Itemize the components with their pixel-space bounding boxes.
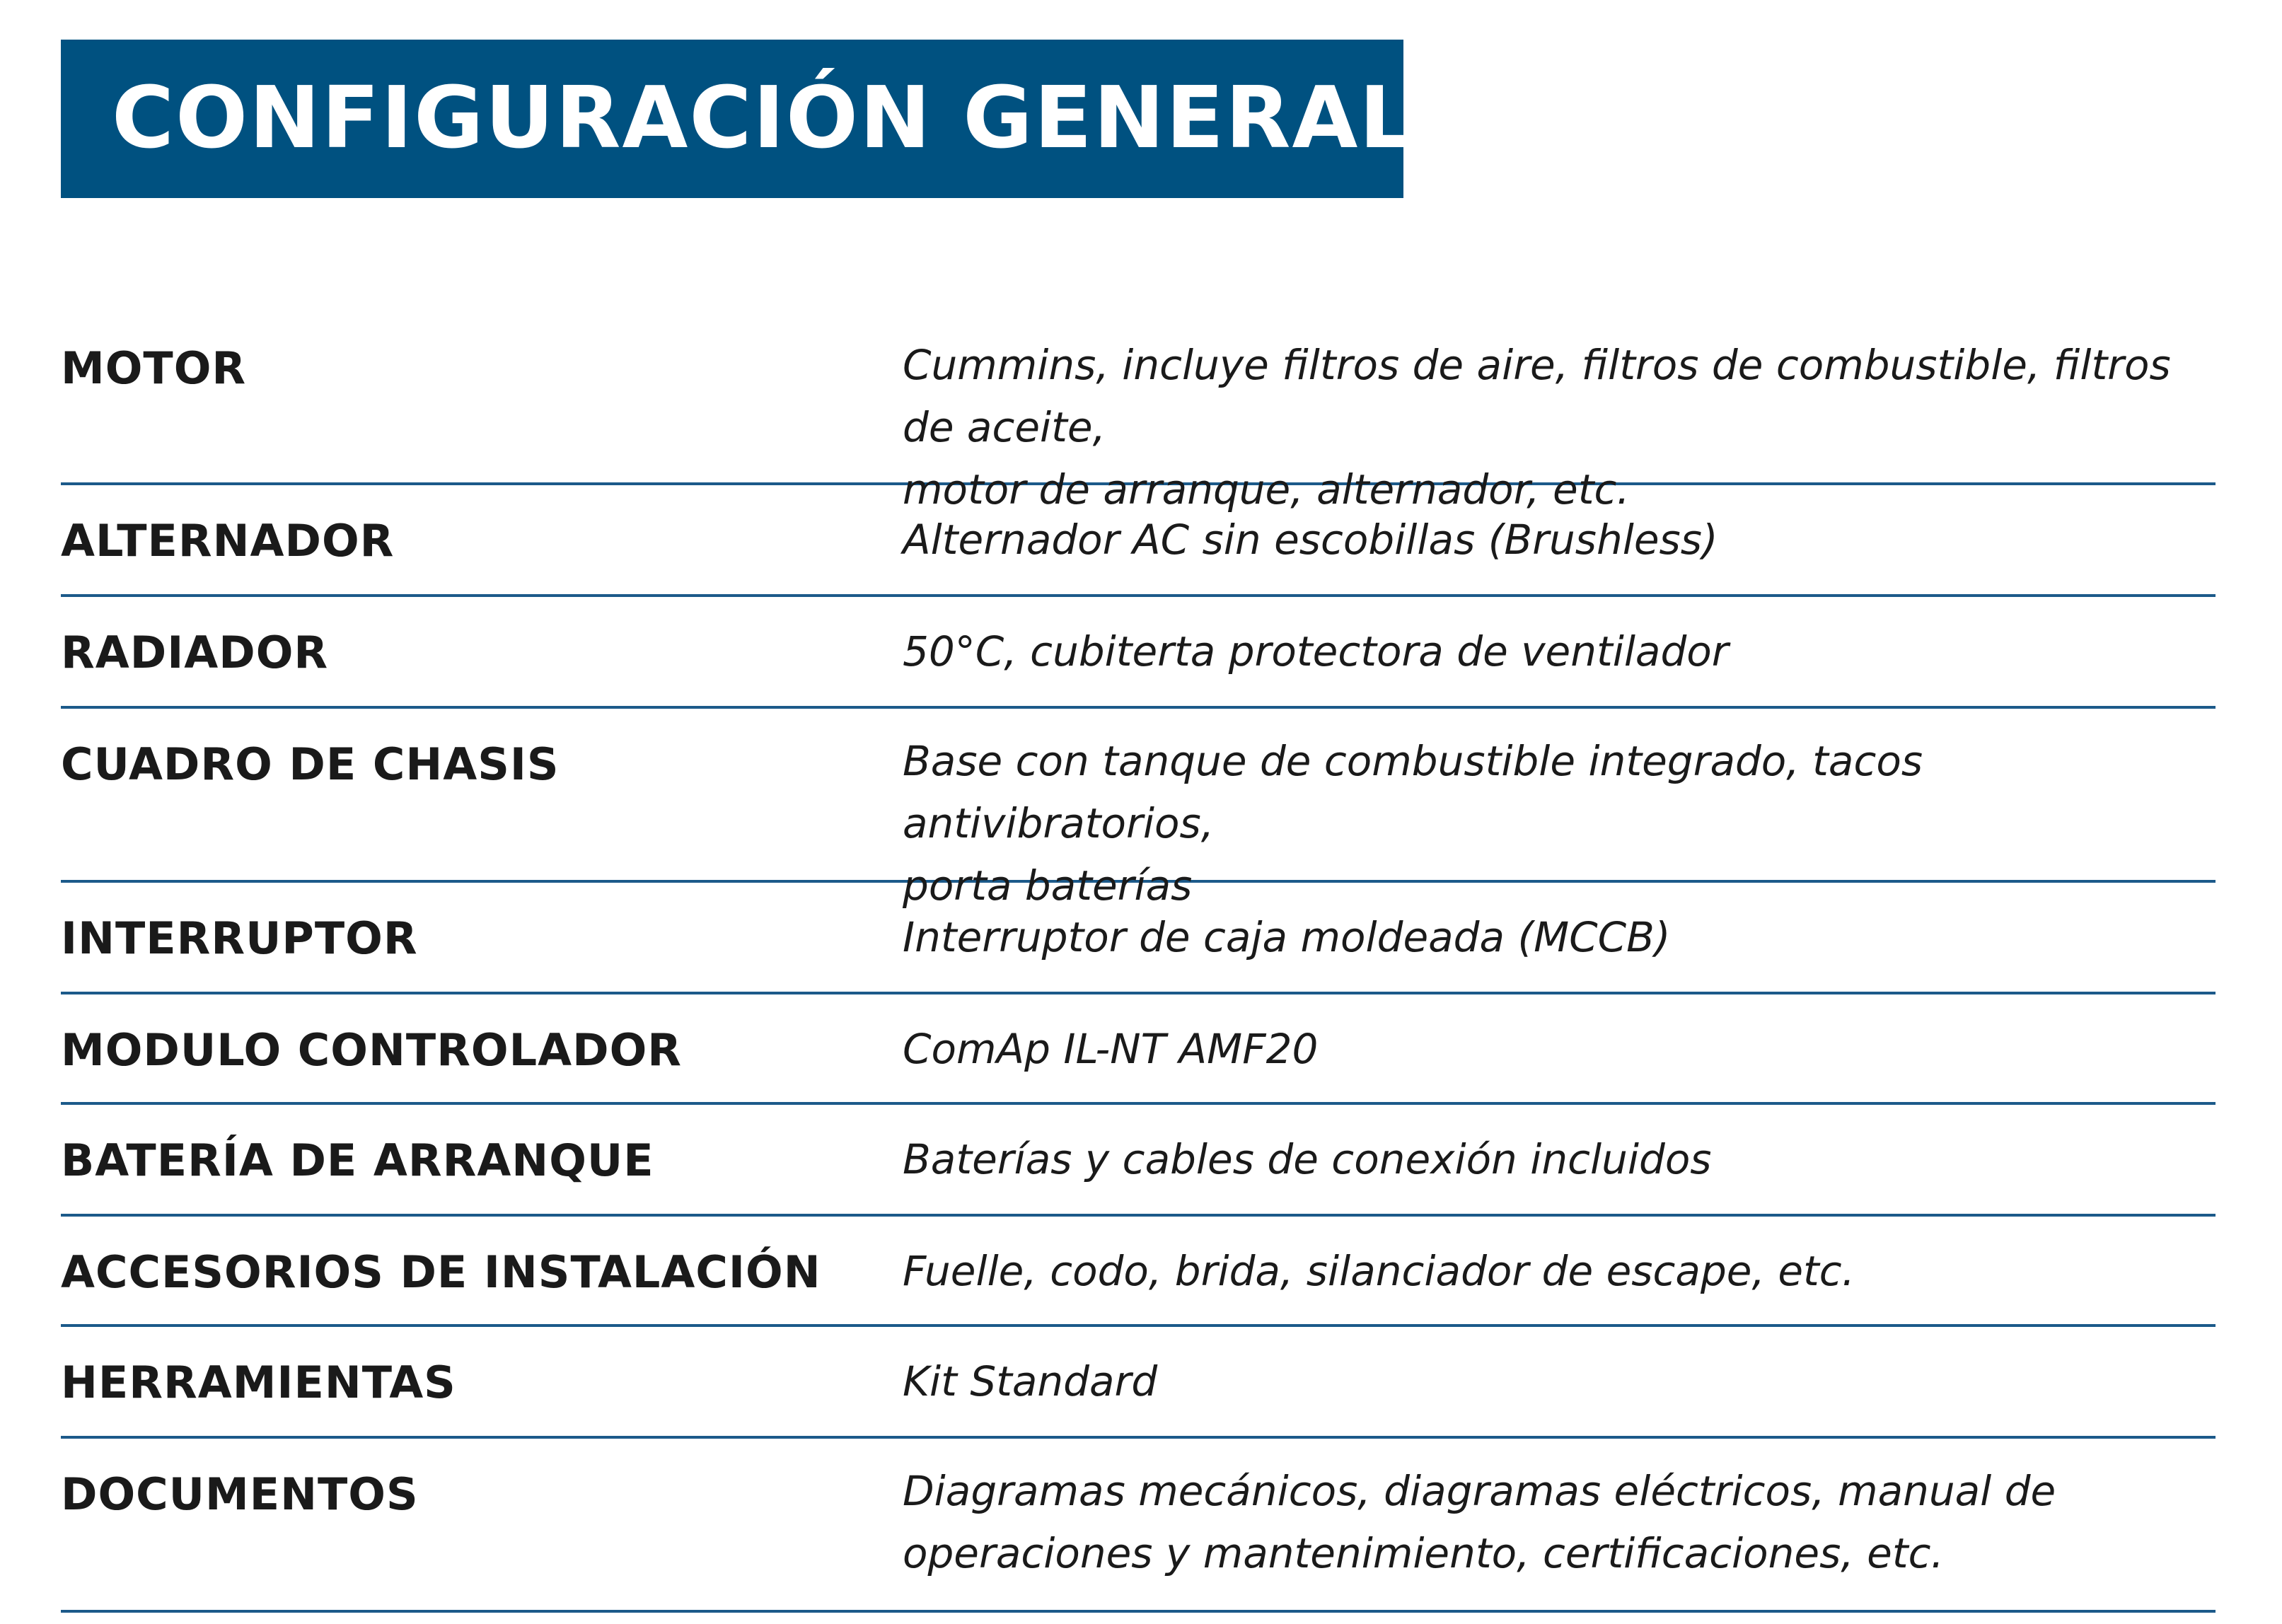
spec-row-herramientas: [61, 1327, 2216, 1439]
spec-value: [903, 1350, 2211, 1413]
spec-row-modulo-controlador: [61, 994, 2216, 1105]
spec-row-accesorios-de-instalacion: [61, 1217, 2216, 1327]
spec-label: ACCESORIOS DE INSTALACIÓN: [61, 1246, 821, 1298]
spec-row-radiador: [61, 597, 2216, 709]
spec-value-line: motor de arranque, alternador, etc.: [903, 465, 1630, 514]
spec-row-motor: [61, 308, 2216, 514]
spec-row-cuadro-de-chasis: [61, 709, 2216, 910]
spec-value: [903, 1128, 2211, 1190]
spec-label: ALTERNADOR: [61, 515, 395, 567]
spec-value: [903, 1240, 2211, 1302]
spec-row-documentos: [61, 1439, 2216, 1613]
spec-row-alternador: [61, 485, 2216, 597]
spec-value: [903, 1460, 2211, 1584]
spec-value-line: Alternador AC sin escobillas (Brushless): [903, 516, 1718, 564]
spec-value-line: Base con tanque de combustible integrado, tacos antivibratorios,: [903, 737, 1923, 847]
spec-value: [903, 509, 2211, 571]
spec-label: MODULO CONTROLADOR: [61, 1024, 683, 1076]
spec-row-interruptor: [61, 883, 2216, 994]
spec-row-bateria-de-arranque: [61, 1105, 2216, 1217]
spec-label: HERRAMIENTAS: [61, 1357, 456, 1408]
spec-label: RADIADOR: [61, 627, 329, 678]
spec-value-line: Cummins, incluye filtros de aire, filtros de combustible, filtros de aceite,: [903, 341, 2171, 451]
spec-label: MOTOR: [61, 342, 247, 394]
spec-value-line: porta baterías: [903, 862, 1193, 910]
spec-label: DOCUMENTOS: [61, 1468, 419, 1520]
spec-value-line: Kit Standard: [903, 1357, 1158, 1405]
page-title: CONFIGURACIÓN GENERAL: [112, 69, 1415, 168]
spec-value-line: Interruptor de caja moldeada (MCCB): [903, 913, 1671, 961]
spec-label: CUADRO DE CHASIS: [61, 738, 560, 790]
spec-table: [61, 308, 2216, 1613]
spec-value-line: ComAp IL-NT AMF20: [903, 1025, 1319, 1073]
spec-value-line: Baterías y cables de conexión incluidos: [903, 1135, 1712, 1183]
spec-label: INTERRUPTOR: [61, 912, 418, 964]
spec-value: [903, 1018, 2211, 1080]
spec-value-line: Fuelle, codo, brida, silanciador de escape, etc.: [903, 1247, 1855, 1295]
spec-value-line: Diagramas mecánicos, diagramas eléctricos, manual de: [903, 1467, 2056, 1515]
spec-value: [903, 620, 2211, 683]
header-banner: [61, 40, 1415, 198]
spec-value: [903, 906, 2211, 968]
spec-label: BATERÍA DE ARRANQUE: [61, 1135, 654, 1186]
spec-value-line: 50°C, cubiterta protectora de ventilador: [903, 627, 1729, 675]
spec-value-line: operaciones y mantenimiento, certificaciones, etc.: [903, 1529, 1944, 1577]
